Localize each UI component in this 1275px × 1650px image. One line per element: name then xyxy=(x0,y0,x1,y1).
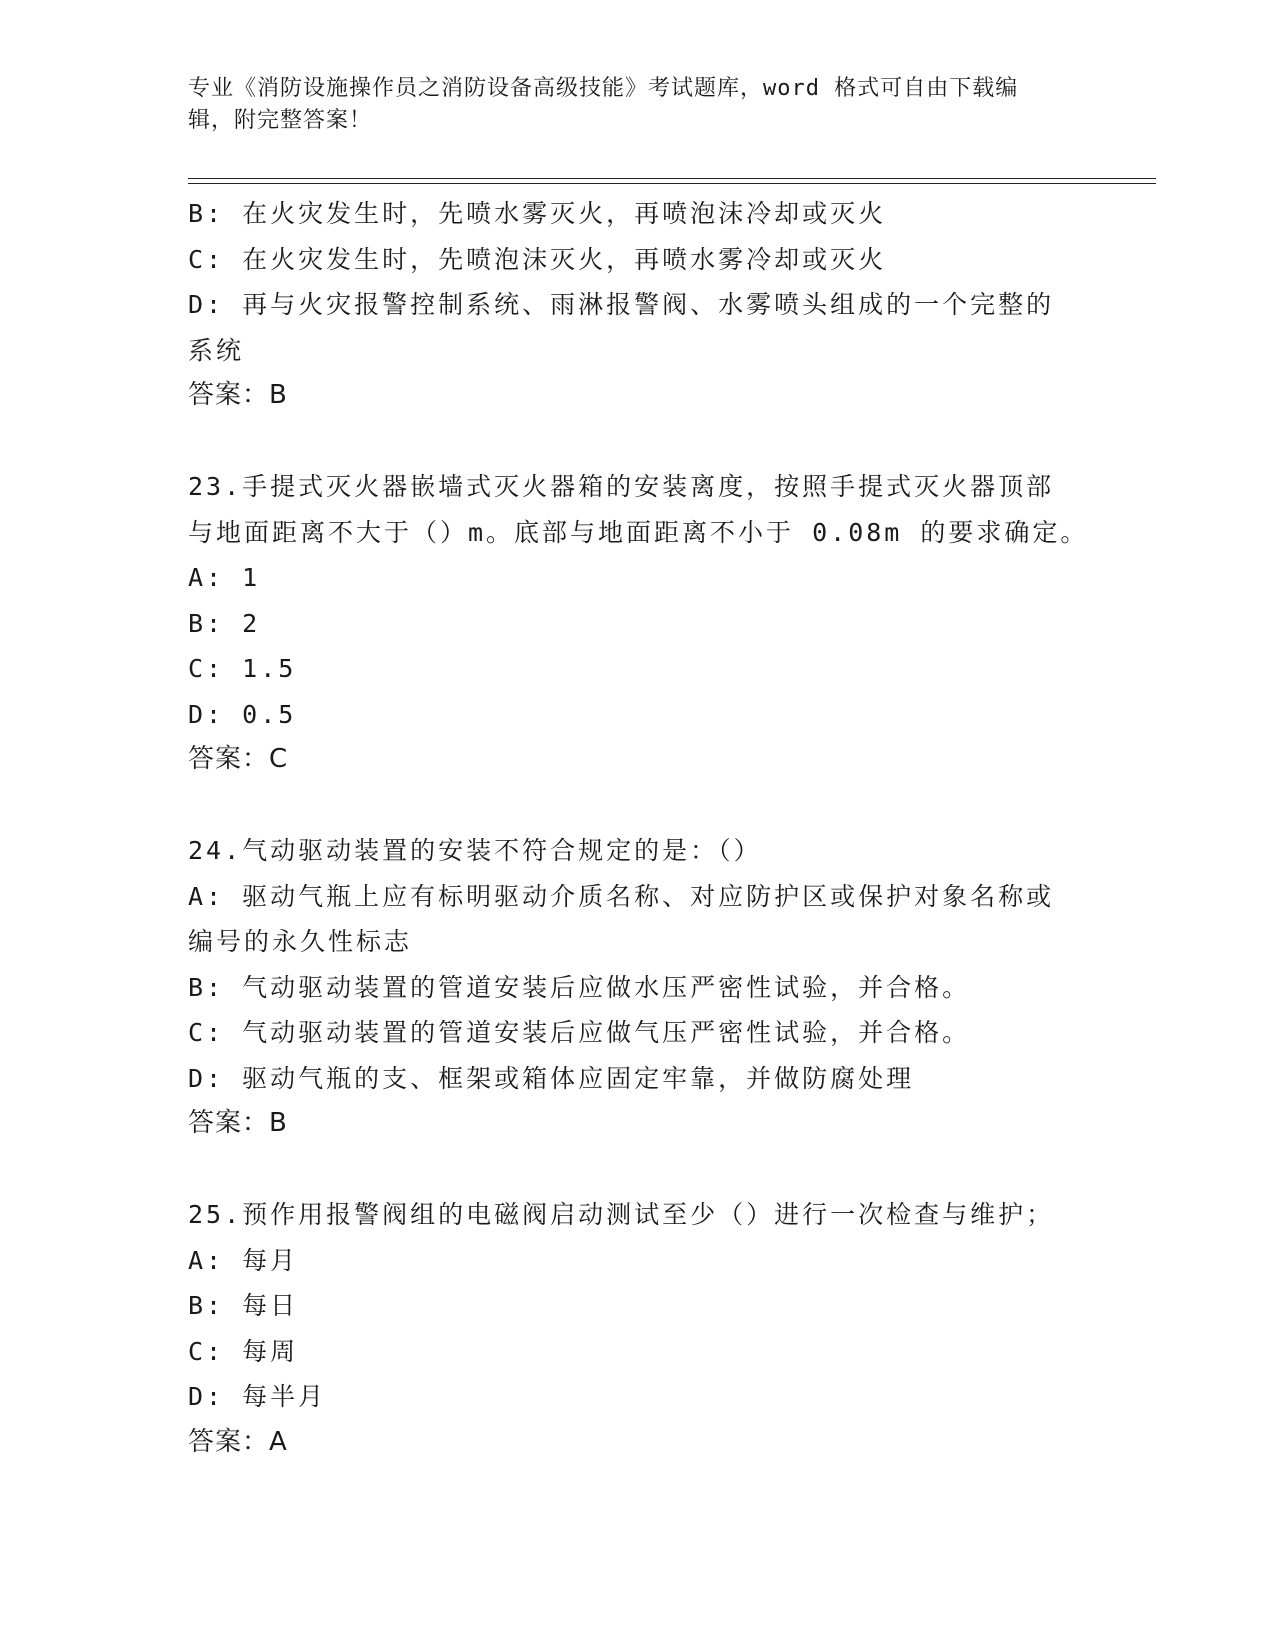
option-line: B: 在火灾发生时，先喷水雾灭火，再喷泡沫冷却或灭火 xyxy=(188,199,887,228)
option-line: D: 每半月 xyxy=(188,1382,327,1411)
option-line: B: 每日 xyxy=(188,1291,299,1320)
answer-line: 答案：B xyxy=(188,380,288,410)
question-25 xyxy=(188,1192,1088,1465)
question-22-continued xyxy=(188,191,1088,419)
option-line: B: 气动驱动装置的管道安装后应做水压严密性试验，并合格。 xyxy=(188,972,971,1002)
option-line: B: 2 xyxy=(188,608,261,638)
option-line: 编号的永久性标志 xyxy=(188,927,413,956)
option-line: D: 再与火灾报警控制系统、雨淋报警阀、水雾喷头组成的一个完整的 xyxy=(188,290,1055,319)
header-line: 专业《消防设施操作员之消防设备高级技能》考试题库，word 格式可自由下载编 xyxy=(188,76,1019,101)
answer-line: 答案：B xyxy=(188,1108,288,1138)
option-line: A: 驱动气瓶上应有标明驱动介质名称、对应防护区或保护对象名称或 xyxy=(188,881,1055,911)
document-header xyxy=(188,73,1068,137)
question-stem: 24.气动驱动装置的安装不符合规定的是：（） xyxy=(188,836,762,865)
option-line: C: 在火灾发生时，先喷泡沫灭火，再喷水雾冷却或灭火 xyxy=(188,244,887,274)
answer-line: 答案：C xyxy=(188,744,289,774)
answer-line: 答案：A xyxy=(188,1426,288,1457)
option-line: C: 气动驱动装置的管道安装后应做气压严密性试验，并合格。 xyxy=(188,1018,971,1047)
option-line: C: 1.5 xyxy=(188,654,297,683)
option-line: C: 每周 xyxy=(188,1336,299,1366)
question-23 xyxy=(188,464,1088,783)
option-line: D: 驱动气瓶的支、框架或箱体应固定牢靠，并做防腐处理 xyxy=(188,1063,915,1093)
option-line: 系统 xyxy=(188,335,245,365)
header-line: 辑，附完整答案！ xyxy=(188,108,373,133)
question-stem: 25.预作用报警阀组的电磁阀启动测试至少（）进行一次检查与维护； xyxy=(188,1200,1055,1229)
option-line: D: 0.5 xyxy=(188,699,297,729)
question-stem: 23.手提式灭火器嵌墙式灭火器箱的安装离度，按照手提式灭火器顶部 xyxy=(188,472,1055,501)
header-divider xyxy=(188,183,1156,184)
header-divider xyxy=(188,178,1156,179)
question-stem: 与地面距离不大于（）m。底部与地面距离不小于 0.08m 的要求确定。 xyxy=(188,517,1089,547)
option-line: A: 1 xyxy=(188,563,261,592)
question-list xyxy=(188,191,1088,1465)
question-24 xyxy=(188,828,1088,1147)
option-line: A: 每月 xyxy=(188,1245,299,1275)
